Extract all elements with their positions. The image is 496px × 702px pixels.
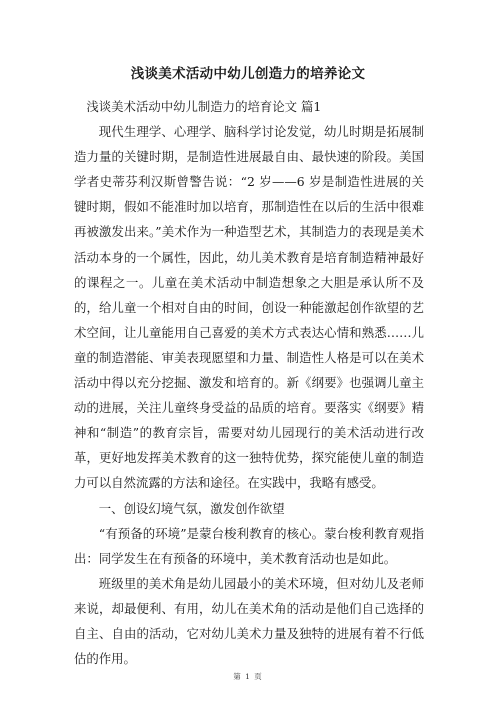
page-number: 第 1 页 bbox=[233, 672, 263, 681]
document-body bbox=[74, 94, 424, 671]
document-title: 浅谈美术活动中幼儿创造力的培养论文 bbox=[130, 66, 366, 82]
body-paragraph: 班级里的美术角是幼儿园最小的美术环境，但对幼儿及老师来说，却最便利、有用，幼儿在美术角的活动是他们自己选择的自主、自由的活动，它对幼儿美术力量及独特的进展有着不行低估的作用。 bbox=[74, 575, 424, 667]
section-heading: 一、创设幻境气氛，激发创作欲望 bbox=[98, 500, 285, 516]
document-subtitle: 浅谈美术活动中幼儿制造力的培育论文 篇1 bbox=[86, 99, 322, 114]
body-paragraph: 现代生理学、心理学、脑科学讨论发觉，幼儿时期是拓展制造力量的关键时期，是制造性进展最自由、最快速的阶段。美国学者史蒂芬利汉斯曾警告说：“2 岁——6 岁是制造性进展的关键时期，假如不能准时加以培育，那制造性在以后的生活中很难再被激发出来。”美术作为一种造型艺术，其制造力的表现是美术活动本身的一个属性，因此，幼儿美术教育是培育制造精神最好的课程之一。儿童在美术活动中制造想象之大胆是承认所不及的，给儿童一个相对自由的时间，创设一种能激起创作欲望的艺术空间，让儿童能用自己喜爱的美术方式表达心情和熟悉……儿童的制造潜能、审美表现愿望和力量、制造性人格是可以在美术活动中得以充分挖掘、激发和培育的。新《纲要》也强调儿童主动的进展，关注儿童终身受益的品质的培育。要落实《纲要》精神和“制造”的教育宗旨，需要对幼儿园现行的美术活动进行改革，更好地发挥美术教育的这一独特优势，探究能使儿童的制造力可以自然流露的方法和途径。在实践中，我略有感受。 bbox=[74, 124, 424, 491]
body-paragraph: “有预备的环境”是蒙台梭利教育的核心。蒙台梭利教育观指出：同学发生在有预备的环境中，美术教育活动也是如此。 bbox=[74, 525, 424, 566]
